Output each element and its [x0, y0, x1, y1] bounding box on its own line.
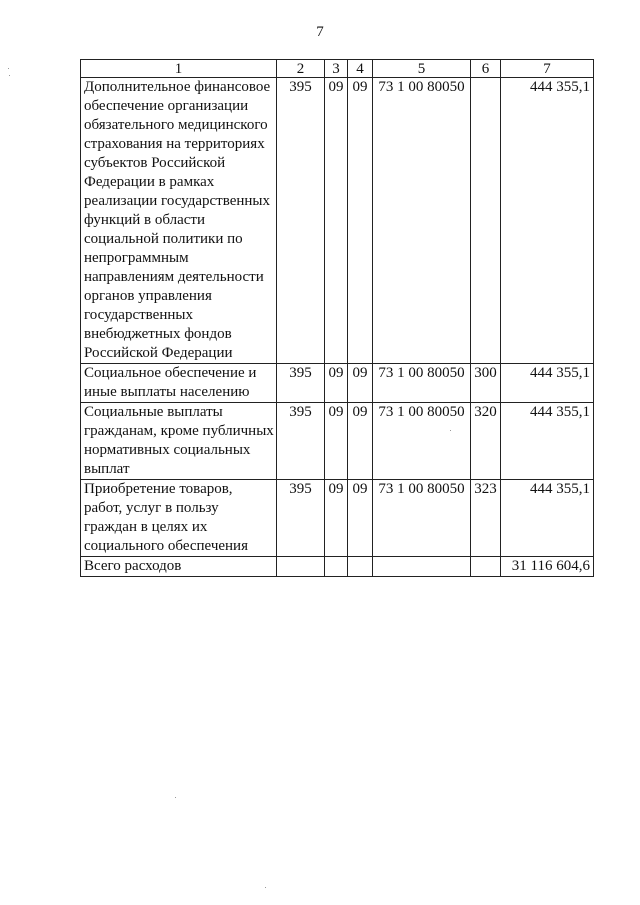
table-row — [81, 557, 594, 577]
table-row — [81, 480, 594, 557]
row-amount: 444 355,1 — [501, 364, 594, 403]
code-admin: 395 — [277, 78, 325, 364]
scan-speck — [175, 797, 176, 798]
code-section: 09 — [325, 78, 348, 364]
row-amount: 444 355,1 — [501, 78, 594, 364]
page-number: 7 — [316, 24, 324, 40]
scan-speck — [265, 887, 266, 888]
code-subsection: 09 — [348, 364, 373, 403]
column-number-3: 3 — [325, 60, 348, 78]
table-row — [81, 78, 594, 364]
table-row — [81, 403, 594, 480]
row-amount: 444 355,1 — [501, 403, 594, 480]
scan-speck — [8, 68, 9, 69]
scan-speck — [9, 75, 10, 76]
code-admin — [277, 557, 325, 577]
row-label: Социальное обеспечение и иные выплаты населению — [81, 364, 277, 403]
row-label: Всего расходов — [81, 557, 277, 577]
code-admin: 395 — [277, 480, 325, 557]
code-expense-type: 320 — [471, 403, 501, 480]
budget-table — [80, 59, 594, 577]
code-subsection: 09 — [348, 403, 373, 480]
column-number-4: 4 — [348, 60, 373, 78]
code-expense-type — [471, 557, 501, 577]
scan-speck — [450, 430, 451, 431]
table-header-row — [81, 60, 594, 78]
row-label: Приобретение товаров, работ, услуг в пользу граждан в целях их социального обеспечения — [81, 480, 277, 557]
column-number-6: 6 — [471, 60, 501, 78]
column-number-1: 1 — [81, 60, 277, 78]
code-expense-type — [471, 78, 501, 364]
table-row — [81, 364, 594, 403]
code-admin: 395 — [277, 364, 325, 403]
code-admin: 395 — [277, 403, 325, 480]
code-subsection: 09 — [348, 78, 373, 364]
code-section: 09 — [325, 403, 348, 480]
code-section — [325, 557, 348, 577]
row-label: Дополнительное финансовое обеспечение организации обязательного медицинского страхования на территориях субъектов Российской Федерации в рамках реализации государственных функций в области социальной политики по непрограммным направлениям деятельности органов управления государственных внебюджетных фондов Российской Федерации — [81, 78, 277, 364]
column-number-7: 7 — [501, 60, 594, 78]
column-number-5: 5 — [373, 60, 471, 78]
code-expense-type: 323 — [471, 480, 501, 557]
table-body — [81, 78, 594, 577]
code-subsection — [348, 557, 373, 577]
code-target — [373, 557, 471, 577]
row-amount: 31 116 604,6 — [501, 557, 594, 577]
code-section: 09 — [325, 364, 348, 403]
code-subsection: 09 — [348, 480, 373, 557]
row-label: Социальные выплаты гражданам, кроме публичных нормативных социальных выплат — [81, 403, 277, 480]
column-number-2: 2 — [277, 60, 325, 78]
code-expense-type: 300 — [471, 364, 501, 403]
code-target: 73 1 00 80050 — [373, 403, 471, 480]
code-target: 73 1 00 80050 — [373, 364, 471, 403]
row-amount: 444 355,1 — [501, 480, 594, 557]
code-target: 73 1 00 80050 — [373, 78, 471, 364]
code-target: 73 1 00 80050 — [373, 480, 471, 557]
code-section: 09 — [325, 480, 348, 557]
